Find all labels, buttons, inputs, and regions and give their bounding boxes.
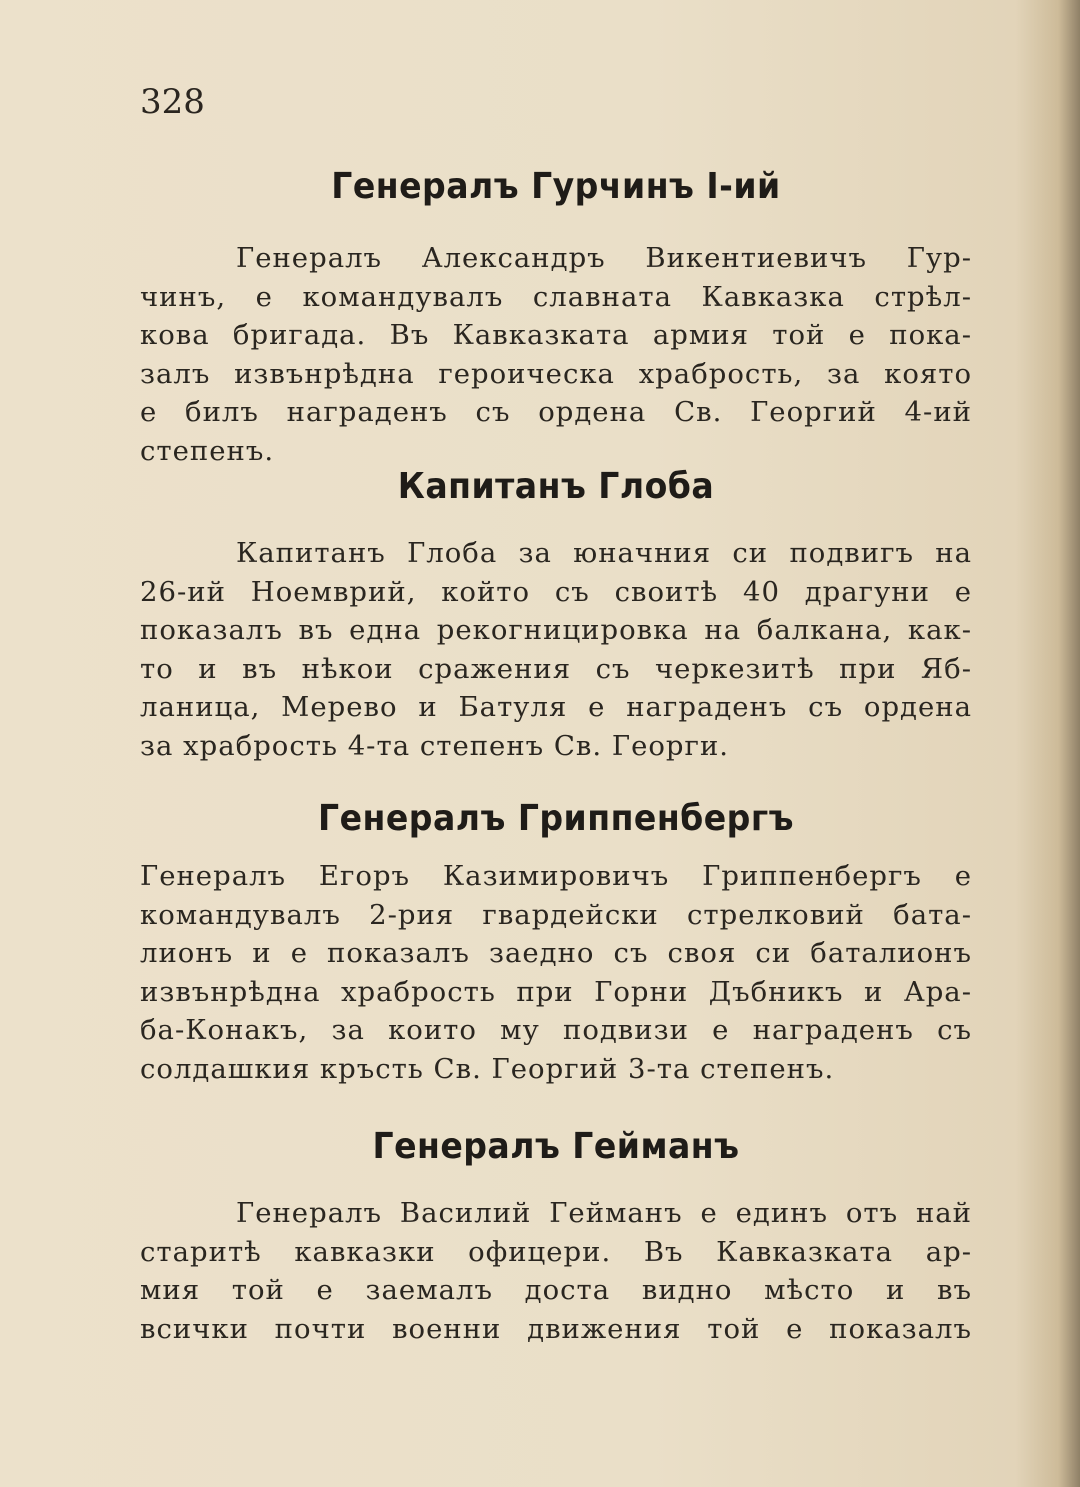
page-number: 328: [140, 82, 205, 122]
text-line: всички почти военни движения той е показалъ: [140, 1312, 972, 1345]
section-paragraph-grippenberg: [140, 857, 972, 1088]
text-line: за храбрость 4-та степенъ Св. Георги.: [140, 729, 730, 762]
section-heading-grippenberg: Генералъ Гриппенбергъ: [318, 798, 794, 839]
text-line: лионъ и е показалъ заедно съ своя си баталионъ: [140, 937, 972, 969]
text-line: залъ извънрѣдна героическа храбрость, за която: [140, 357, 972, 390]
text-line: Генералъ Александръ Викентиевичъ Гур-: [236, 242, 972, 274]
text-line: показалъ въ една рекогницировка на балкана, как-: [140, 614, 972, 646]
text-line: Капитанъ Глоба за юначния си подвигъ на: [236, 537, 972, 569]
section-heading-geiman: Генералъ Гейманъ: [372, 1126, 740, 1167]
text-line: мия той е заемалъ доста видно мѣсто и въ: [140, 1274, 972, 1306]
text-line: степенъ.: [140, 434, 275, 467]
text-line: солдашкия кръсть Св. Георгий 3-та степенъ.: [140, 1052, 835, 1085]
text-line: старитѣ кавказки офицери. Въ Кавказката ар-: [140, 1235, 972, 1268]
section-paragraph-gurchin: [140, 239, 972, 470]
section-paragraph-geiman: [140, 1194, 972, 1348]
text-line: Генералъ Егоръ Казимировичъ Гриппенбергъ е: [140, 860, 972, 892]
section-paragraph-globa: [140, 534, 972, 765]
text-line: кова бригада. Въ Кавказката армия той е пока-: [140, 319, 972, 351]
section-heading-gurchin: Генералъ Гурчинъ I-ий: [331, 166, 781, 207]
text-line: извънрѣдна храбрость при Горни Дъбникъ и Ара-: [140, 975, 972, 1008]
text-line: 26-ий Ноемврий, който съ своитѣ 40 драгуни е: [140, 575, 972, 608]
text-line: ланица, Мерево и Батуля е награденъ съ ордена: [140, 691, 972, 723]
text-line: ба-Конакъ, за които му подвизи е награденъ съ: [140, 1014, 972, 1046]
text-line: то и въ нѣкои сражения съ черкезитѣ при Яб-: [140, 652, 972, 685]
text-line: командувалъ 2-рия гвардейски стрелковий бата-: [140, 898, 972, 931]
text-line: чинъ, е командувалъ славната Кавказка стрѣл-: [140, 280, 972, 313]
section-heading-globa: Капитанъ Глоба: [397, 466, 715, 507]
text-line: Генералъ Василий Гейманъ е единъ отъ най: [236, 1197, 972, 1229]
text-line: е билъ награденъ съ ордена Св. Георгий 4-ий: [140, 396, 972, 428]
